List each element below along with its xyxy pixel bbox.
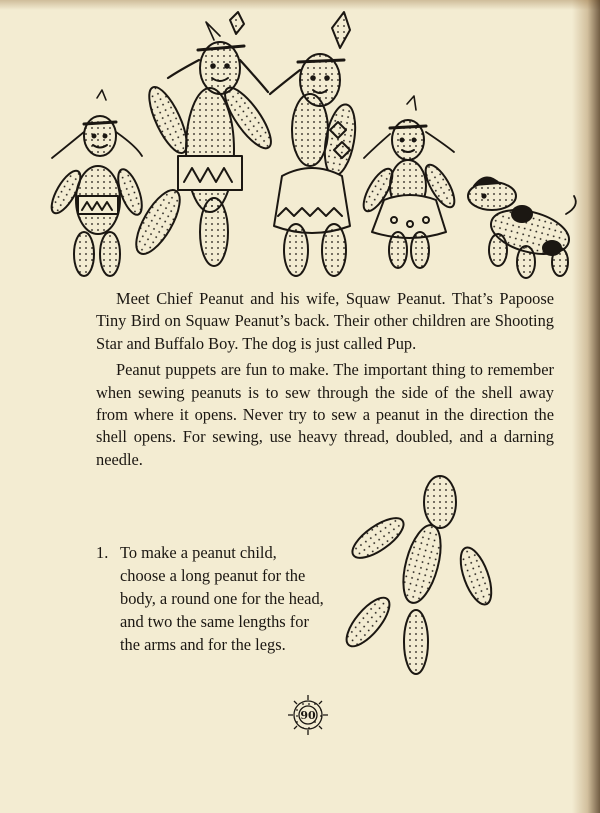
intro-text xyxy=(96,288,554,471)
paragraph-family: Meet Chief Peanut and his wife, Squaw Peanut. That’s Papoose Tiny Bird on Squaw Peanut’s back. Their other children are Shooting Star and Buffalo Boy. The dog is just called Pup. xyxy=(96,289,554,353)
buffalo-boy-figure xyxy=(46,90,146,276)
peanut-arm-right xyxy=(454,544,497,609)
page-number: 90 xyxy=(300,709,316,722)
chief-peanut-figure xyxy=(128,12,279,266)
step-text: To make a peanut child, choose a long peanut for the body, a round one for the head, and two the same lengths for the arms and for the legs. xyxy=(120,543,324,654)
squaw-peanut-figure xyxy=(270,12,360,276)
peanut-leg-left xyxy=(340,591,397,652)
step-1 xyxy=(96,541,326,656)
paragraph-instructions: Peanut puppets are fun to make. The important thing to remember when sewing peanuts is to sew through the side of the shell away from where it opens. Never try to sew a peanut in the direction the shell opens. For sewing, use heavy thread, doubled, and a darning needle. xyxy=(96,360,554,469)
peanut-arm-left xyxy=(347,511,410,565)
peanut-leg-right xyxy=(404,610,428,674)
shooting-star-figure xyxy=(358,96,460,268)
peanut-body xyxy=(396,521,448,607)
step-number: 1. xyxy=(96,543,109,562)
page-number-sun-badge xyxy=(283,690,333,740)
peanut-pieces-illustration xyxy=(330,470,580,690)
peanut-family-illustration xyxy=(0,0,600,290)
peanut-head xyxy=(424,476,456,528)
pup-dog-figure xyxy=(468,177,576,278)
